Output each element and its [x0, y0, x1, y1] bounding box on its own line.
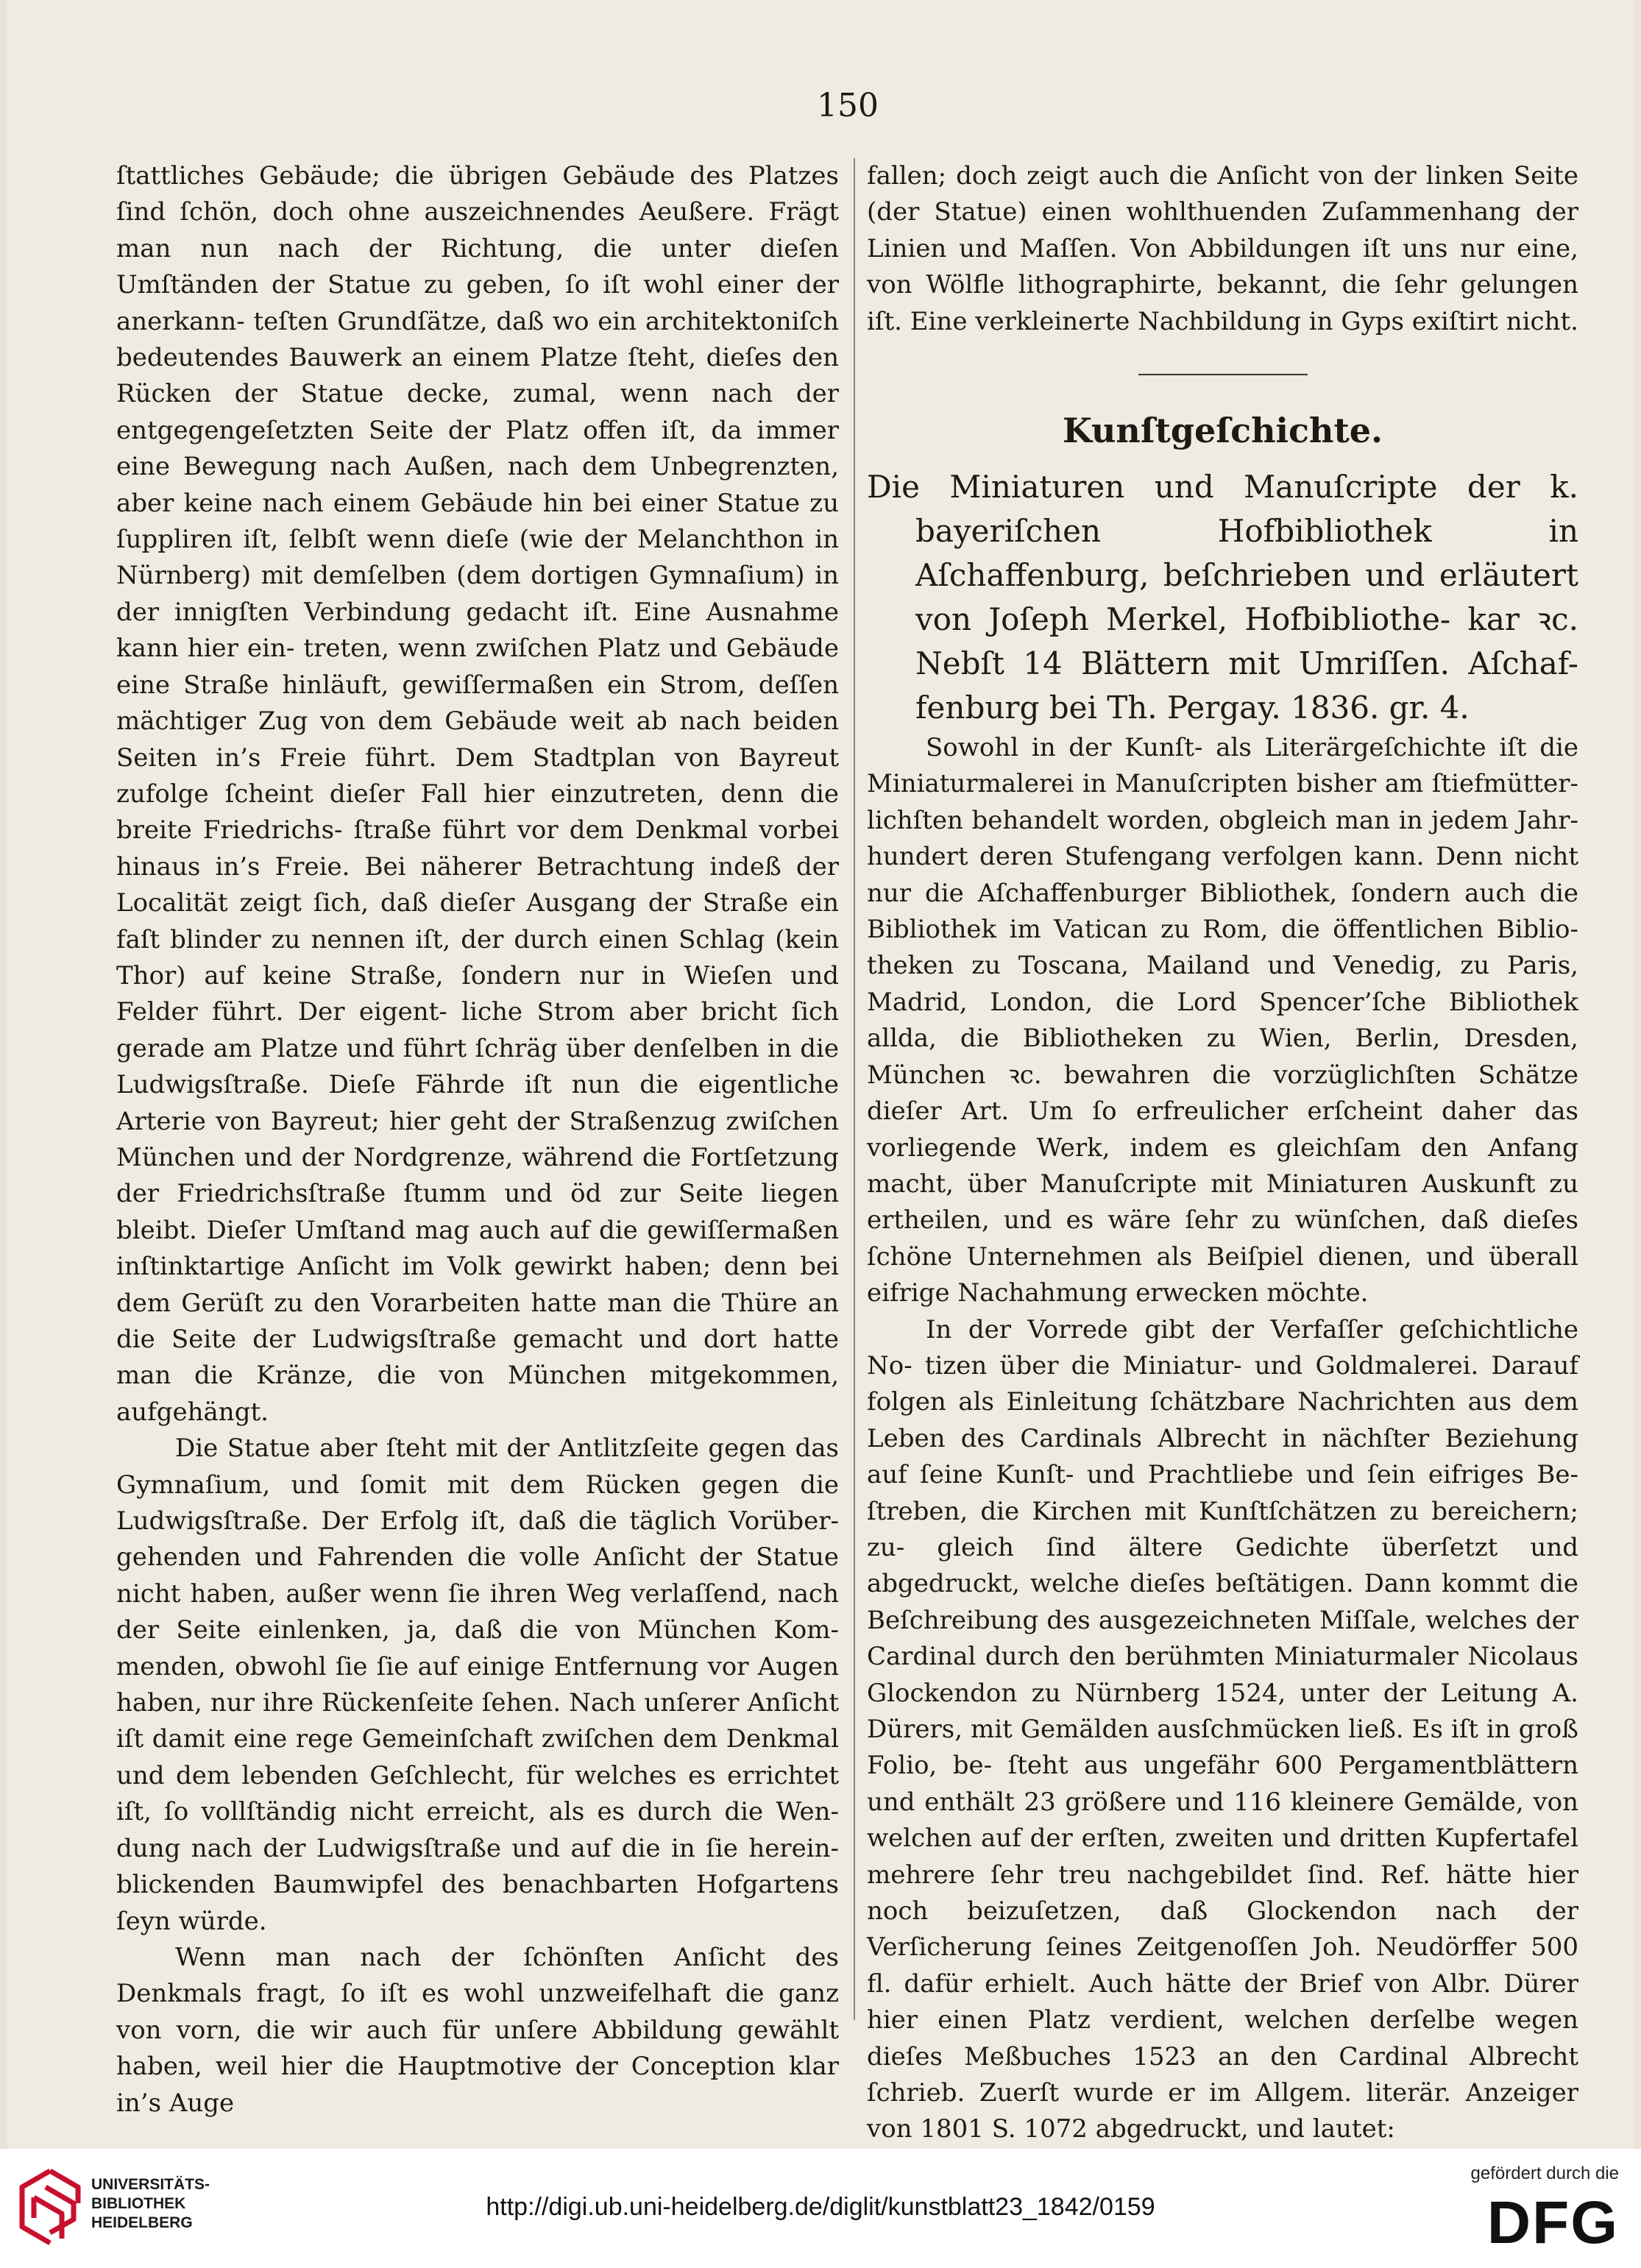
section-title: Kunſtgeſchichte. — [1062, 411, 1383, 451]
page-number: 150 — [817, 87, 879, 124]
section-separator — [1138, 374, 1308, 375]
right-continuation: fallen; doch zeigt auch die Anſicht von der linken Seite (der Statue) einen wohlthuenden Zuſammenhang der Linien und Maſſen. Von Abbildungen iſt uns nur eine, von Wölfle lithographirte, bekannt, die ſehr gelungen iſt. Eine verkleinerte Nachbildung in Gyps exiſtirt nicht. — [867, 161, 1578, 336]
right-paragraph-1: Sowohl in der Kunſt- als Literärgeſchichte iſt die Miniaturmalerei in Manuſcripten bisher am ſtiefmütter- lichſten behandelt worden, obgleich man in jedem Jahr- hundert deren Stufengang verfolgen kann. Denn nicht nur die Aſchaffenburger Bibliothek, ſondern auch die Bibliothek im Vatican zu Rom, die öffentlichen Biblio- theken zu Toscana, Mailand und Venedig, zu Paris, Madrid, London, die Lord Spencer’ſche Bibliothek allda, die Bibliotheken zu Wien, Berlin, Dresden, München ꝛc. bewahren die vorzüglichſten Schätze dieſer Art. Um ſo erfreulicher erſcheint daher das vorliegende Werk, indem es gleichſam den Anfang macht, über Manuſcripte mit Miniaturen Auskunft zu ertheilen, und es wäre ſehr zu wünſchen, daß dieſes ſchöne Unternehmen als Beiſpiel dienen, und überall eifrige Nachahmung erwecken möchte. — [867, 733, 1578, 1308]
right-paragraph-2: In der Vorrede gibt der Verfaſſer geſchichtliche No- tizen über die Miniatur- und Goldmalerei. Darauf folgen als Einleitung ſchätzbare Nachrichten aus dem Leben des Cardinals Albrecht in nächſter Beziehung auf ſeine Kunſt- und Prachtliebe und ſein eifriges Be- ſtreben, die Kirchen mit Kunſtſchätzen zu bereichern; zu- gleich ſind ältere Gedichte überſetzt und abgedruckt, welche dieſes beſtätigen. Dann kommt die Beſchreibung des ausgezeichneten Miſſale, welches der Cardinal durch den berühmten Miniaturmaler Nicolaus Glockendon zu Nürnberg 1524, unter der Leitung A. Dürers, mit Gemälden ausſchmücken ließ. Es iſt in groß Folio, be- ſteht aus ungefähr 600 Pergamentblättern und enthält 23 größere und 116 kleinere Gemälde, von welchen auf der erſten, zweiten und dritten Kupfertafel mehrere ſehr treu nachgebildet ſind. Ref. hätte hier noch beizuſetzen, daß Glockendon nach der Verſicherung ſeines Zeitgenoſſen Joh. Neudörffer 500 fl. dafür erhielt. Auch hätte der Brief von Albr. Dürer hier einen Platz verdient, welchen derſelbe wegen dieſes Meßbuches 1523 an den Cardinal Albrecht ſchrieb. Zuerſt wurde er im Allgem. literär. Anzeiger von 1801 S. 1072 abgedruckt, und lautet: — [867, 1314, 1578, 2144]
permalink-url[interactable]: http://digi.ub.uni-heidelberg.de/diglit/kunstblatt23_1842/0159 — [486, 2193, 1155, 2221]
funder-caption: gefördert durch die — [1470, 2164, 1619, 2183]
left-paragraph-3: Wenn man nach der ſchönſten Anſicht des Denkmals fragt, ſo iſt es wohl unzweifelhaft die ganz von vorn, die wir auch für unſere Abbildung gewählt haben, weil hier die Hauptmotive der Conception klar in’s Auge — [116, 1942, 839, 2118]
library-name-line-3: HEIDELBERG — [91, 2214, 193, 2231]
left-paragraph-1: ſtattliches Gebäude; die übrigen Gebäude des Platzes ſind ſchön, doch ohne auszeichnendes Aeußere. Frägt man nun nach der Richtung, die unter dieſen Umſtänden der Statue zu geben, ſo iſt wohl einer der anerkann- teſten Grundſätze, daß wo ein architektoniſch bedeutendes Bauwerk an einem Platze ſteht, dieſes den Rücken der Statue decke, zumal, wenn nach der entgegengeſetzten Seite der Platz offen iſt, da immer eine Bewegung nach Außen, nach dem Unbegrenzten, aber keine nach einem Gebäude hin bei einer Statue zu ſuppliren iſt, ſelbſt wenn dieſe (wie der Melanchthon in Nürnberg) mit demſelben (dem dortigen Gymnaſium) in der innigſten Verbindung gedacht iſt. Eine Ausnahme kann hier ein- treten, wenn zwiſchen Platz und Gebäude eine Straße hinläuft, gewiſſermaßen ein Strom, deſſen mächtiger Zug von dem Gebäude weit ab nach beiden Seiten in’s Freie führt. Dem Stadtplan von Bayreut zufolge ſcheint dieſer Fall hier einzutreten, denn die breite Friedrichs- ſtraße führt vor dem Denkmal vorbei hinaus in’s Freie. Bei näherer Betrachtung indeß der Localität zeigt ſich, daß dieſer Ausgang der Straße ein faſt blinder zu nennen iſt, der durch einen Schlag (kein Thor) auf keine Straße, ſondern nur in Wieſen und Felder führt. Der eigent- liche Strom aber bricht ſich gerade am Platze und führt ſchräg über denſelben in die Ludwigsſtraße. Dieſe Fährde iſt nun die eigentliche Arterie von Bayreut; hier geht der Straßenzug zwiſchen München und der Nordgrenze, während die Fortſetzung der Friedrichsſtraße ſtumm und öd zur Seite liegen bleibt. Dieſer Umſtand mag auch auf die gewiſſermaßen inſtinktartige Anſicht im Volk gewirkt haben; denn bei dem Gerüſt zu den Vorarbeiten hatte man die Thüre an die Seite der Ludwigsſtraße gemacht und dort hatte man die Kränze, die von München mitgekommen, aufgehängt. — [116, 161, 839, 1427]
left-column — [116, 158, 839, 2122]
viewer-footer — [0, 2149, 1641, 2268]
book-title: Die Miniaturen und Manuſcripte der k. bayeriſchen Hofbibliothek in Aſchaffenburg, beſchrieben und erläutert von Joſeph Merkel, Hofbibliothe- kar ꝛc. Nebſt 14 Blättern mit Umriſſen. Aſchaf- fenburg bei Th. Pergay. 1836. gr. 4. — [867, 469, 1578, 726]
column-divider — [854, 158, 855, 2020]
left-paragraph-2: Die Statue aber ſteht mit der Antlitzſeite gegen das Gymnaſium, und ſomit mit dem Rücken gegen die Ludwigsſtraße. Der Erfolg iſt, daß die täglich Vorüber- gehenden und Fahrenden die volle Anſicht der Statue nicht haben, außer wenn ſie ihren Weg verlaſſend, nach der Seite einlenken, ja, daß die von München Kom- menden, obwohl ſie ſie auf einige Entfernung vor Augen haben, nur ihre Rückenſeite ſehen. Nach unſerer Anſicht iſt damit eine rege Gemeinſchaft zwiſchen dem Denkmal und dem lebenden Geſchlecht, für welches es errichtet iſt, ſo vollſtändig nicht erreicht, als es durch die Wen- dung nach der Ludwigsſtraße und auf die in ſie herein- blickenden Baumwipfel des benachbarten Hofgartens ſeyn würde. — [116, 1434, 839, 1936]
scanned-page — [7, 0, 1634, 2149]
dfg-logo[interactable]: DFG — [1486, 2189, 1619, 2256]
library-name-line-2: BIBLIOTHEK — [91, 2195, 186, 2212]
right-column — [867, 158, 1578, 2148]
library-name-line-1: UNIVERSITÄTS- — [91, 2176, 210, 2193]
